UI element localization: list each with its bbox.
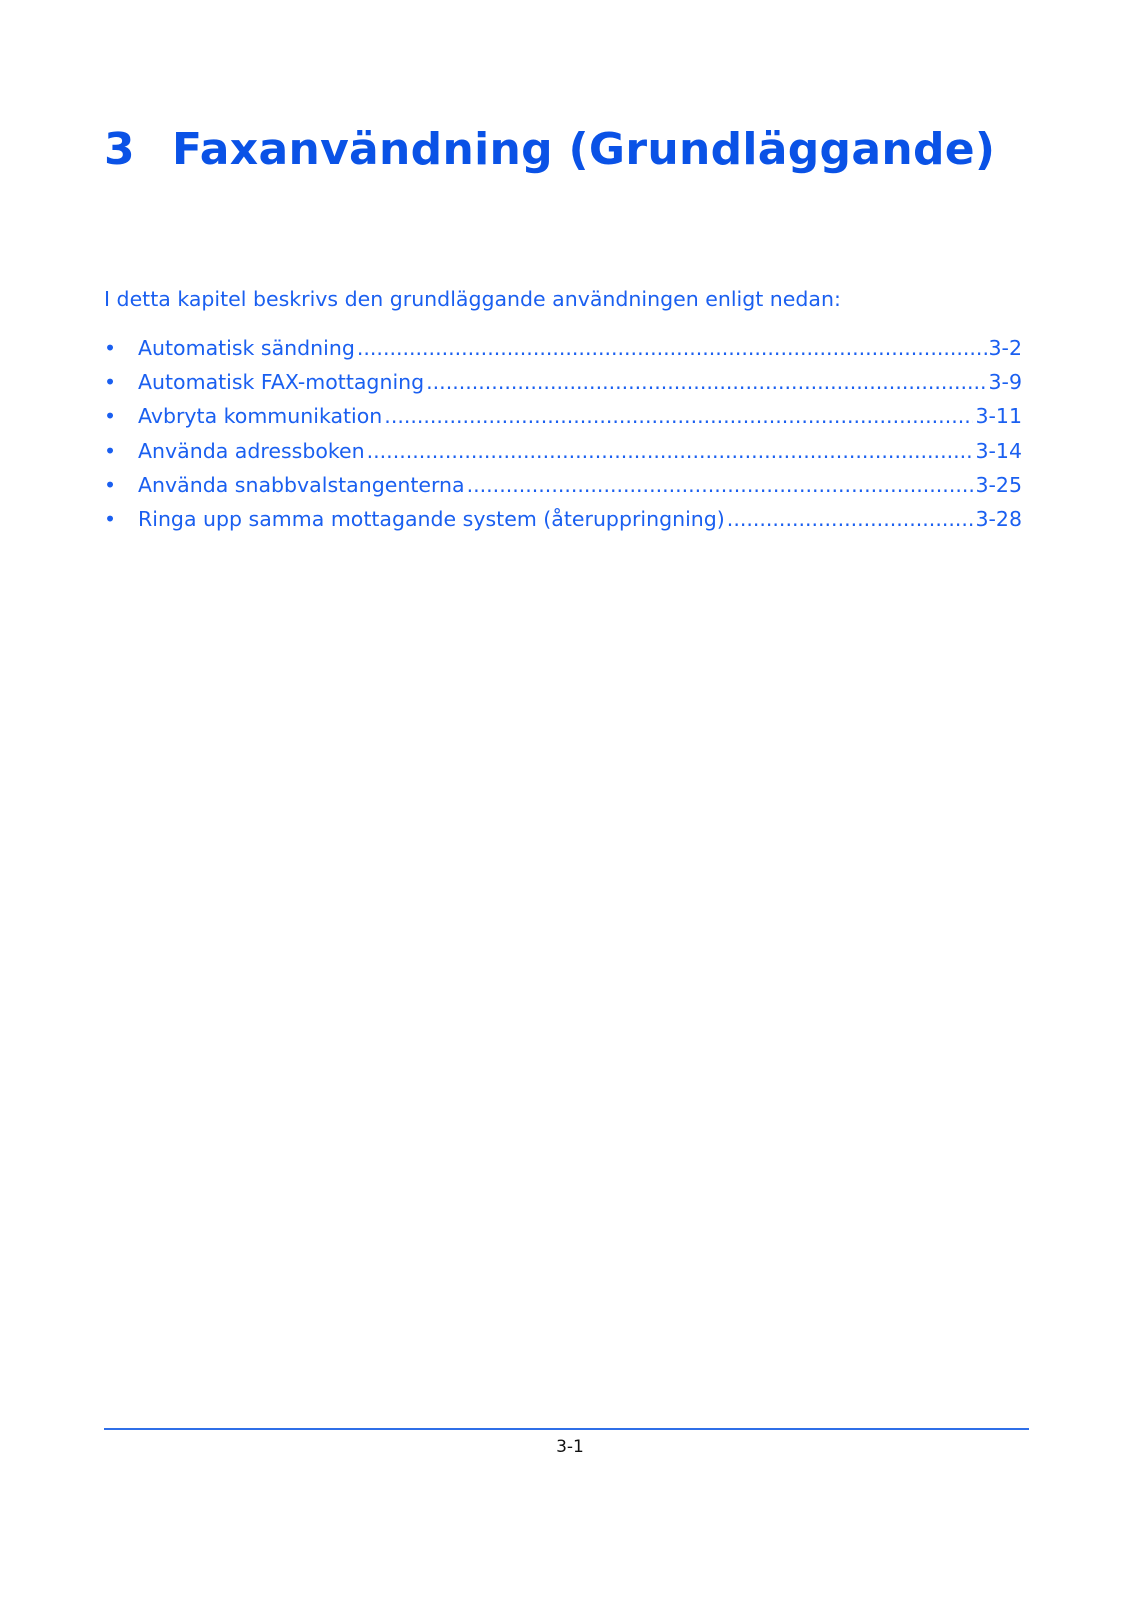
footer-divider — [104, 1428, 1029, 1430]
table-of-contents — [104, 335, 1022, 540]
toc-dot-leader — [384, 403, 973, 429]
page-number: 3-1 — [556, 1437, 584, 1457]
bullet-icon: • — [104, 336, 117, 360]
toc-entry-label[interactable]: Automatisk sändning — [138, 336, 355, 360]
toc-entry-label[interactable]: Använda snabbvalstangenterna — [138, 472, 465, 497]
toc-dot-leader — [367, 438, 974, 464]
bullet-icon: • — [104, 506, 117, 531]
toc-entry[interactable] — [104, 335, 1022, 369]
bullet-icon: • — [104, 404, 117, 429]
toc-dot-leader — [727, 506, 974, 532]
toc-entry[interactable] — [104, 403, 1022, 437]
toc-entry-label[interactable]: Automatisk FAX-mottagning — [138, 370, 425, 395]
chapter-title — [104, 122, 995, 178]
toc-dot-leader — [357, 335, 987, 361]
toc-dot-leader — [426, 369, 986, 395]
bullet-icon: • — [104, 472, 117, 497]
bullet-icon: • — [104, 438, 117, 463]
toc-entry-label[interactable]: Avbryta kommunikation — [138, 404, 383, 429]
toc-entry[interactable] — [104, 369, 1022, 403]
toc-entry-page[interactable]: 3-2 — [988, 336, 1022, 360]
toc-dot-leader — [467, 472, 974, 498]
intro-text: I detta kapitel beskrivs den grundläggande användningen enligt nedan: — [104, 287, 841, 311]
toc-entry[interactable] — [104, 438, 1022, 472]
toc-entry-page[interactable]: 3-28 — [975, 506, 1022, 531]
toc-entry-page[interactable]: 3-14 — [975, 438, 1022, 463]
toc-entry-label[interactable]: Ringa upp samma mottagande system (återuppringning) — [138, 506, 725, 531]
toc-entry-page[interactable]: 3-9 — [988, 370, 1022, 395]
toc-entry-page[interactable]: 3-25 — [975, 472, 1022, 497]
toc-entry-page[interactable]: 3-11 — [975, 404, 1022, 429]
chapter-number: 3 — [104, 124, 135, 175]
bullet-icon: • — [104, 370, 117, 395]
toc-entry[interactable] — [104, 472, 1022, 506]
chapter-title-text: Faxanvändning (Grundläggande) — [172, 124, 996, 175]
toc-entry[interactable] — [104, 506, 1022, 540]
toc-entry-label[interactable]: Använda adressboken — [138, 438, 365, 463]
